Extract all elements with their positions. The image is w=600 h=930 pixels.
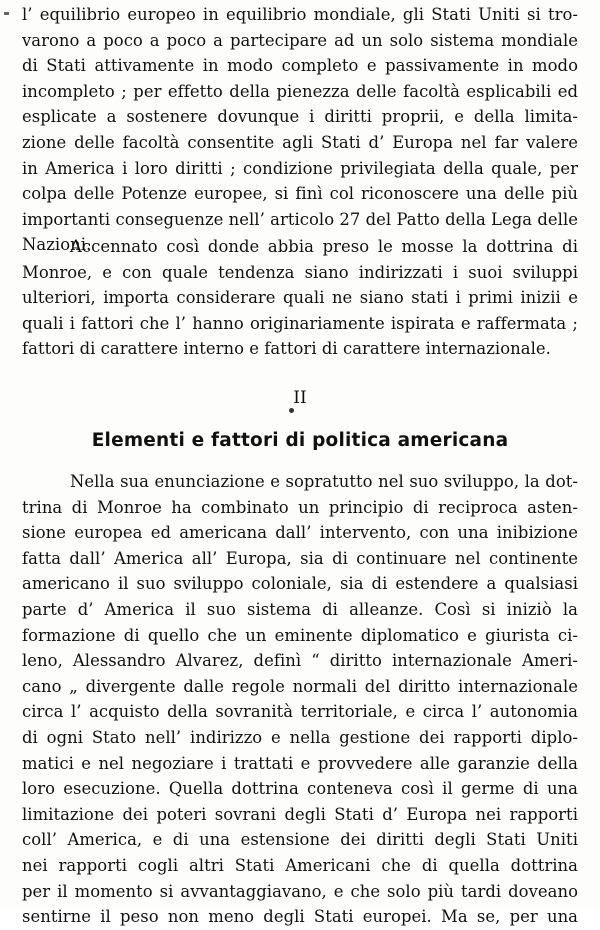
text-line: quali i fattori che l’ hanno originariamente ispirata e raffermata ; — [22, 313, 578, 333]
paragraph-3 — [22, 469, 578, 930]
margin-mark — [4, 12, 9, 15]
text-line: coll’ America, e di una estensione dei diritti degli Stati Uniti — [22, 830, 578, 850]
text-line: varono a poco a poco a partecipare ad un solo sistema mondiale — [22, 30, 578, 50]
text-line: loro esecuzione. Quella dottrina conteneva così il germe di una — [22, 779, 578, 799]
text-line: parte d’ America il suo sistema di alleanze. Così si iniziò la — [22, 599, 578, 619]
text-line: trina di Monroe ha combinato un principio di reciproca asten- — [22, 497, 578, 517]
text-line: colpa delle Potenze europee, si finì col riconoscere una delle più — [22, 184, 578, 204]
paragraph-2 — [22, 234, 578, 362]
text-line: per il momento si avvantaggiavano, e che solo più tardi doveano — [22, 881, 578, 901]
text-line: Nella sua enunciazione e sopratutto nel suo sviluppo, la dot- — [70, 472, 578, 491]
text-line: circa l’ acquisto della sovranità territoriale, e circa l’ autonomia — [22, 702, 578, 722]
text-line: di ogni Stato nell’ indirizzo e nella gestione dei rapporti diplo- — [22, 727, 578, 747]
text-line: ulteriori, importa considerare quali ne siano stati i primi inizii e — [22, 288, 578, 308]
text-line: Nazioni. — [22, 235, 92, 255]
text-line: in America i loro diritti ; condizione privilegiata della quale, per — [22, 158, 578, 178]
text-line: americano il suo sviluppo coloniale, sia di estendere a qualsiasi — [22, 574, 578, 594]
text-line: zione delle facoltà consentite agli Stati d’ Europa nel far valere — [22, 132, 578, 152]
section-number: II — [293, 388, 307, 408]
text-line: matici e nel negoziare i trattati e provvedere alle garanzie della — [22, 753, 578, 773]
text-line: Accennato così donde abbia preso le mosse la dottrina di — [70, 237, 578, 256]
text-line: fatta dall’ America all’ Europa, sia di continuare nel continente — [22, 548, 578, 568]
text-line: cano „ divergente dalle regole normali del diritto internazionale — [22, 676, 578, 696]
text-line: nei rapporti cogli altri Stati Americani che di quella dottrina — [22, 855, 578, 875]
section-ornament — [289, 408, 294, 413]
text-line: di Stati attivamente in modo completo e passivamente in modo — [22, 56, 578, 76]
text-line: incompleto ; per effetto della pienezza delle facoltà esplicabili ed — [22, 81, 578, 101]
text-line: limitazione dei poteri sovrani degli Stati d’ Europa nei rapporti — [22, 804, 578, 824]
text-line: formazione di quello che un eminente diplomatico e giurista ci- — [22, 625, 578, 645]
text-line: leno, Alessandro Alvarez, definì “ diritto internazionale Ameri- — [22, 651, 578, 671]
text-line: sentirne il peso non meno degli Stati europei. Ma se, per una — [22, 907, 578, 927]
section-heading: Elementi e fattori di politica americana — [91, 430, 509, 451]
paragraph-1 — [22, 2, 578, 258]
text-line: sione europea ed americana dall’ intervento, con una inibizione — [22, 523, 578, 543]
text-line: l’ equilibrio europeo in equilibrio mondiale, gli Stati Uniti si tro- — [22, 5, 578, 24]
text-line: esplicate a sostenere dovunque i diritti proprii, e della limita- — [22, 107, 578, 127]
text-line: fattori di carattere interno e fattori di carattere internazionale. — [22, 339, 551, 359]
text-line: Monroe, e con quale tendenza siano indirizzati i suoi sviluppi — [22, 262, 578, 282]
text-line: importanti conseguenze nell’ articolo 27 del Patto della Lega delle — [22, 209, 578, 229]
